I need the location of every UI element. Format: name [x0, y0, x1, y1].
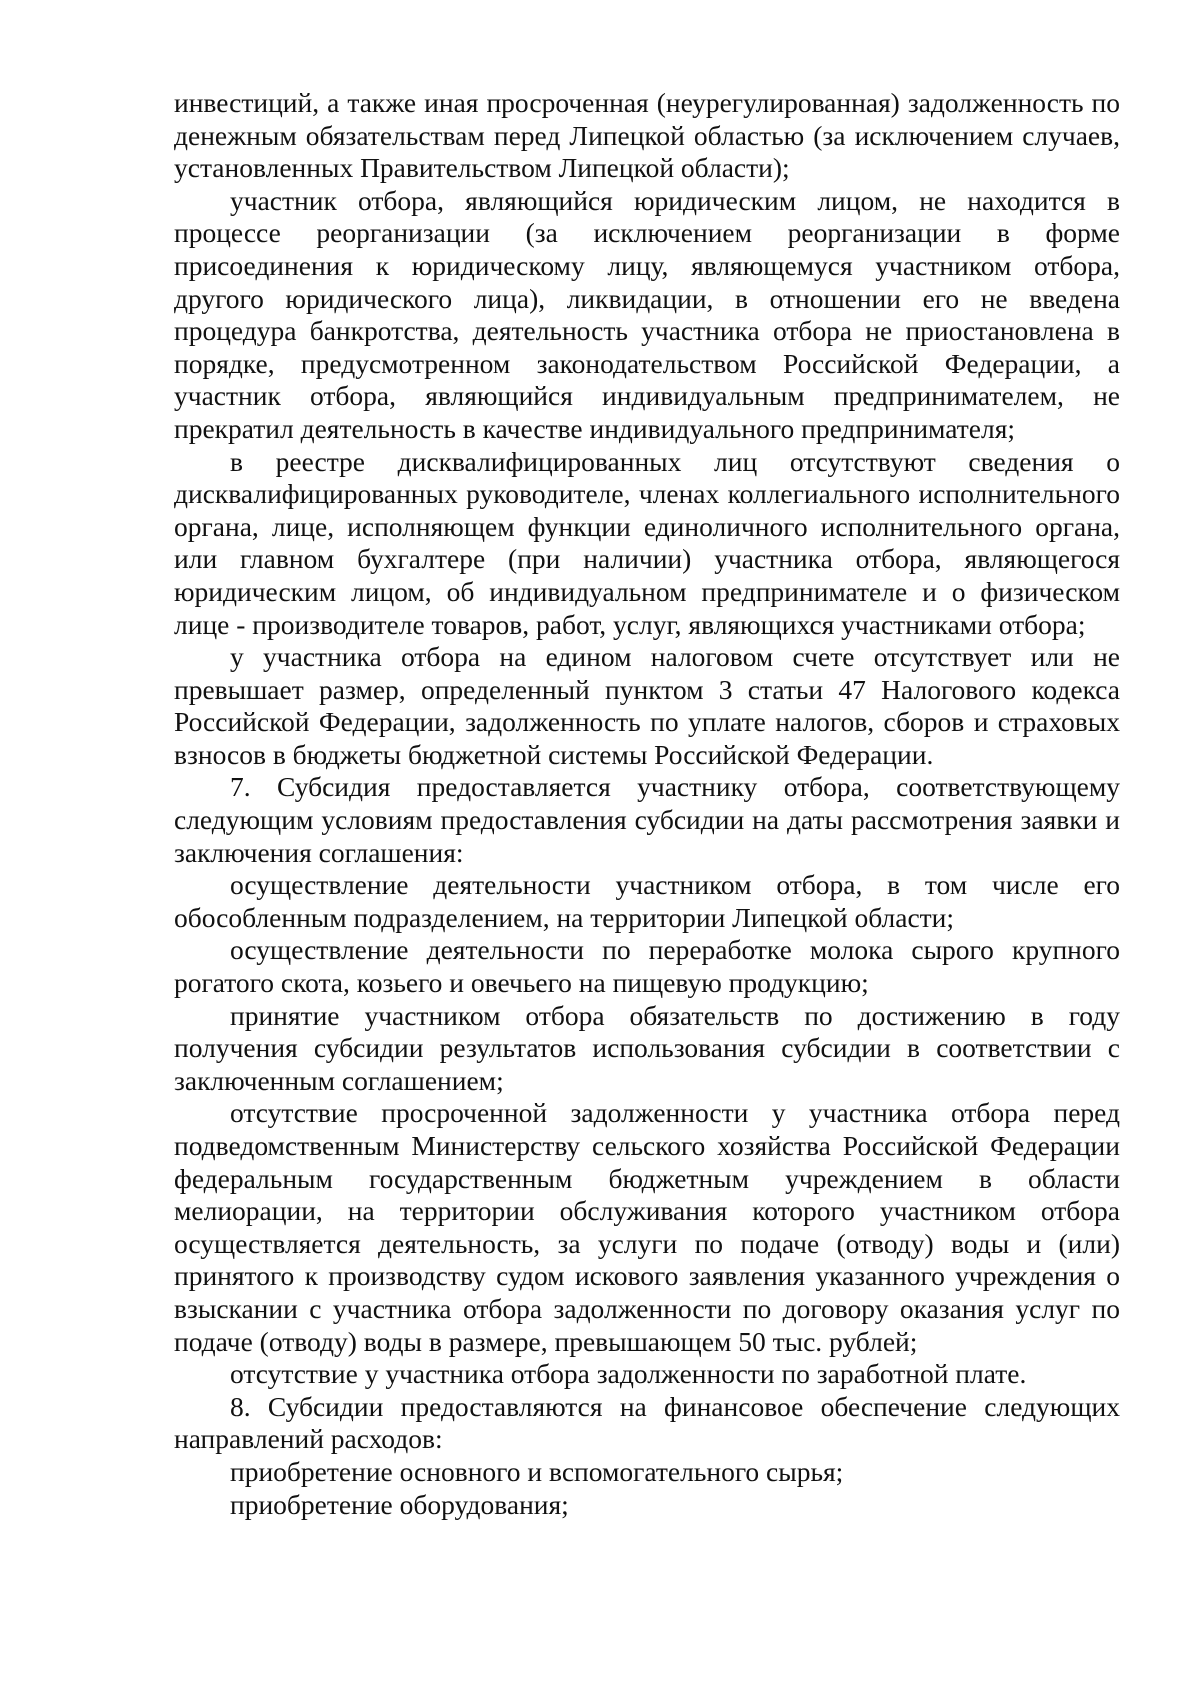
- document-body: [174, 87, 1120, 1521]
- paragraph-equipment: приобретение оборудования;: [230, 1488, 569, 1520]
- paragraph-salary-debt: отсутствие у участника отбора задолженности по заработной плате.: [230, 1358, 1027, 1390]
- paragraph-raw-materials: приобретение основного и вспомогательного сырья;: [230, 1455, 844, 1487]
- paragraph-clause-7: 7. Субсидия предоставляется участнику отбора, соответствующему следующим условиям предоставления субсидии на даты рассмотрения заявки и заключения соглашения:: [174, 771, 1120, 868]
- paragraph-clause-8: 8. Субсидии предоставляются на финансовое обеспечение следующих направлений расходов:: [174, 1390, 1120, 1455]
- paragraph-milk-processing: осуществление деятельности по переработке молока сырого крупного рогатого скота, козьего и овечьего на пищевую продукцию;: [174, 934, 1120, 999]
- paragraph-tax-debt-condition: у участника отбора на едином налоговом счете отсутствует или не превышает размер, определенный пунктом 3 статьи 47 Налогового кодекса Российской Федерации, задолженность по уплате налогов, сборов и страховых взносов в бюджеты бюджетной системы Российской Федерации.: [174, 641, 1120, 770]
- paragraph-results-obligation: принятие участником отбора обязательств по достижению в году получения субсидии результатов использования субсидии в соответствии с заключенным соглашением;: [174, 999, 1120, 1096]
- paragraph-disqualified-persons-condition: в реестре дисквалифицированных лиц отсутствуют сведения о дисквалифицированных руководителе, членах коллегиального исполнительного органа, лице, исполняющем функции единоличного исполнительного органа, или главном бухгалтере (при наличии) участника отбора, являющегося юридическим лицом, об индивидуальном предпринимателе и о физическом лице - производителе товаров, работ, услуг, являющихся участниками отбора;: [174, 445, 1120, 640]
- paragraph-continuation: инвестиций, а также иная просроченная (неурегулированная) задолженность по денежным обязательствам перед Липецкой областью (за исключением случаев, установленных Правительством Липецкой области);: [174, 87, 1120, 184]
- paragraph-reorganization-condition: участник отбора, являющийся юридическим лицом, не находится в процессе реорганизации (за исключением реорганизации в форме присоединения к юридическому лицу, являющемуся участником отбора, другого юридического лица), ликвидации, в отношении его не введена процедура банкротства, деятельность участника отбора не приостановлена в порядке, предусмотренном законодательством Российской Федерации, а участник отбора, являющийся индивидуальным предпринимателем, не прекратил деятельность в качестве индивидуального предпринимателя;: [174, 184, 1120, 444]
- paragraph-activity-territory: осуществление деятельности участником отбора, в том числе его обособленным подразделением, на территории Липецкой области;: [174, 869, 1120, 933]
- paragraph-melioration-debt: отсутствие просроченной задолженности у участника отбора перед подведомственным Министерству сельского хозяйства Российской Федерации федеральным государственным бюджетным учреждением в области мелиорации, на территории обслуживания которого участником отбора осуществляется деятельность, за услуги по подаче (отводу) воды и (или) принятого к производству судом искового заявления указанного учреждения о взыскании с участника отбора задолженности по договору оказания услуг по подаче (отводу) воды в размере, превышающем 50 тыс. рублей;: [174, 1097, 1120, 1357]
